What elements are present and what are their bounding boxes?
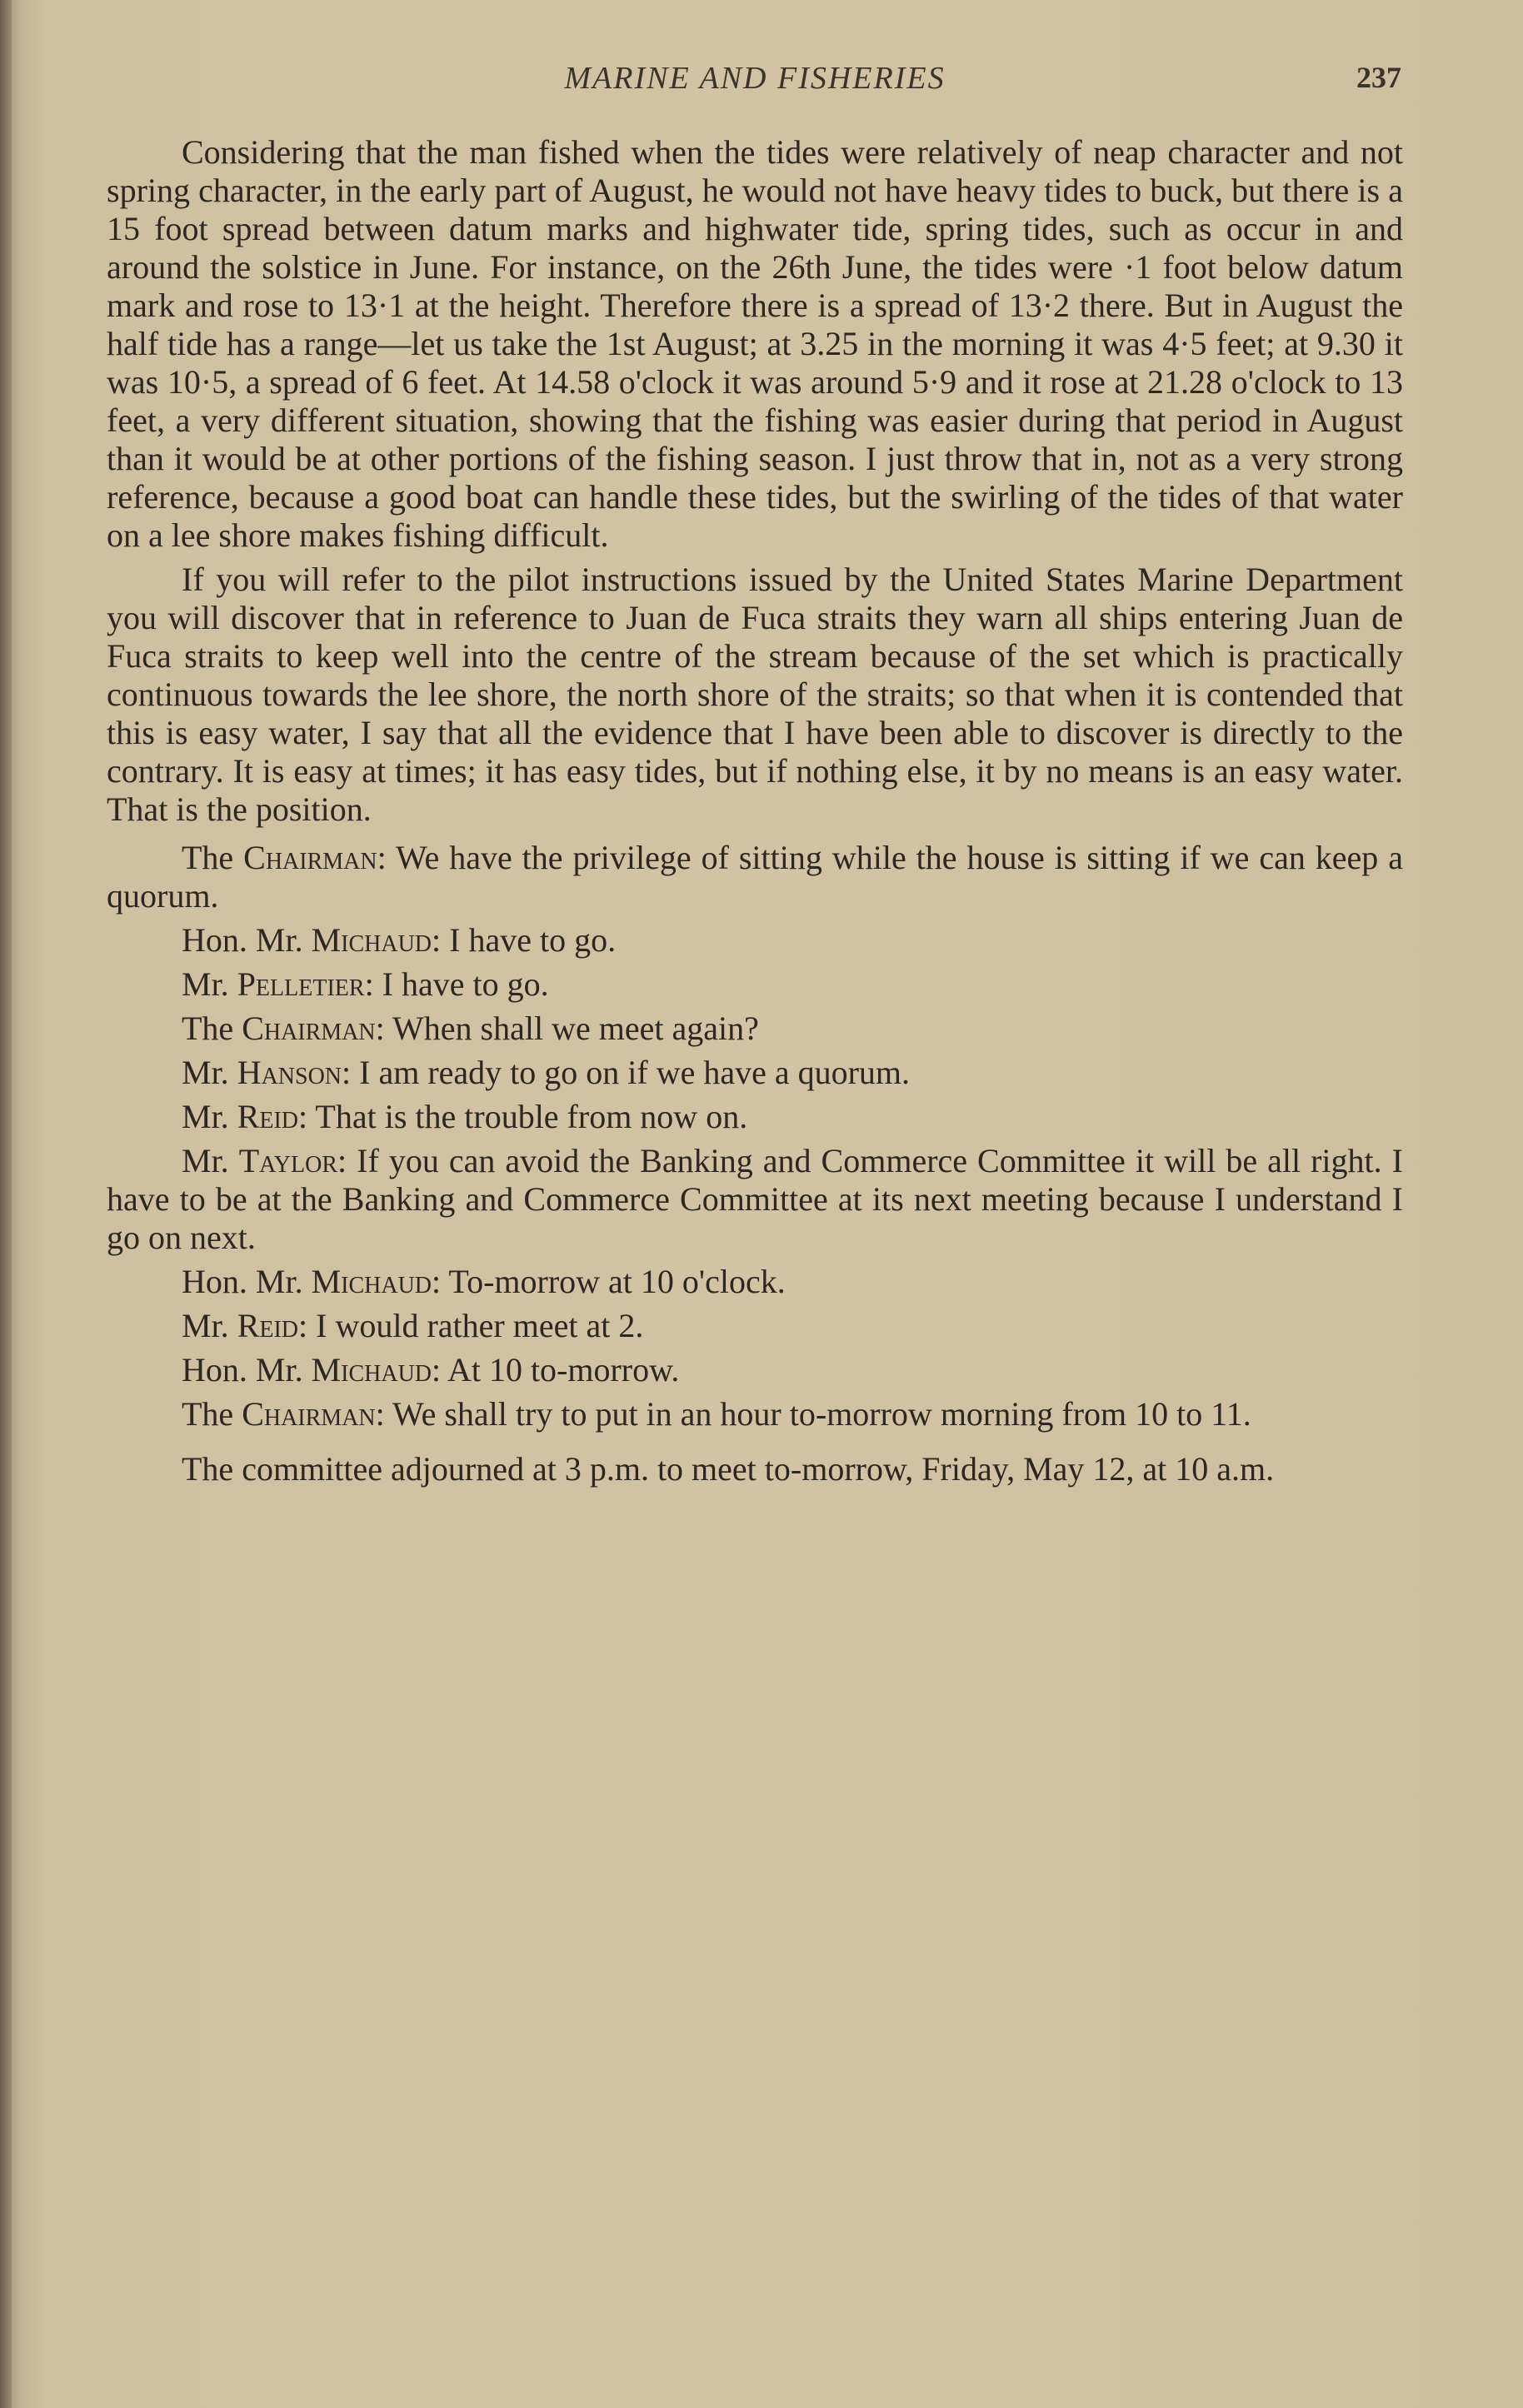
- dialogue-line: [107, 1054, 1403, 1092]
- speaker-prefix: Mr.: [182, 1307, 237, 1344]
- page-number: 237: [1356, 61, 1401, 94]
- speaker-name: Hanson: [237, 1054, 342, 1091]
- speaker-name: Chairman: [242, 1010, 376, 1047]
- speaker-prefix: Mr.: [182, 1054, 237, 1091]
- speaker-prefix: Mr.: [182, 965, 237, 1003]
- dialogue-line: [107, 965, 1403, 1004]
- speaker-prefix: The: [182, 1395, 242, 1433]
- dialogue-text: : To-morrow at 10 o'clock.: [432, 1263, 786, 1300]
- adjournment-note: The committee adjourned at 3 p.m. to meet to-morrow, Friday, May 12, at 10 a.m.: [182, 1450, 1275, 1488]
- dialogue-text: : We have the privilege of sitting while the house is sitting if we can keep a quorum.: [107, 839, 1403, 915]
- page-header: [108, 60, 1401, 110]
- dialogue-line: [107, 839, 1403, 915]
- speaker-name: Taylor: [238, 1142, 338, 1179]
- dialogue-line: [107, 1395, 1403, 1433]
- speaker-prefix: Mr.: [182, 1142, 239, 1179]
- speaker-name: Michaud: [311, 1263, 432, 1300]
- speaker-name: Chairman: [243, 839, 377, 876]
- paragraph-pilot-instructions: If you will refer to the pilot instructions issued by the United States Marine Department you will discover that in reference to Juan de Fuca straits they warn all ships entering Juan de Fuca straits to keep well into the centre of the stream because of the set which is practically continuous towards the lee shore, the north shore of the straits; so that when it is contended that this is easy water, I say that all the evidence that I have been able to discover is directly to the contrary. It is easy at times; it has easy tides, but if nothing else, it by no means is an easy water. That is the position.: [107, 561, 1403, 828]
- dialogue-text: : I am ready to go on if we have a quorum.: [342, 1054, 911, 1091]
- dialogue-line: [107, 1010, 1403, 1048]
- speaker-prefix: The: [182, 839, 244, 876]
- speaker-prefix: Hon. Mr.: [182, 1351, 312, 1388]
- dialogue-line: [107, 921, 1403, 960]
- speaker-prefix: Mr.: [182, 1098, 237, 1135]
- dialogue-text: : I would rather meet at 2.: [298, 1307, 644, 1344]
- speaker-name: Reid: [237, 1098, 299, 1135]
- dialogue-line: [107, 1142, 1403, 1257]
- dialogue-text: : That is the trouble from now on.: [298, 1098, 748, 1135]
- speaker-prefix: Hon. Mr.: [182, 1263, 312, 1300]
- speaker-name: Chairman: [242, 1395, 376, 1433]
- dialogue-line: [107, 1351, 1403, 1389]
- dialogue-text: : If you can avoid the Banking and Commerce Committee it will be all right. I have to be at the Banking and Commerce Committee at its next meeting because I understand I go on next.: [107, 1142, 1404, 1256]
- running-title: MARINE AND FISHERIES: [564, 61, 946, 96]
- paragraph-tides: Considering that the man fished when the tides were relatively of neap character and not spring character, in the early part of August, he would not have heavy tides to buck, but there is a 15 foot spread between datum marks and highwater tide, spring tides, such as occur in and around the solstice in June. For instance, on the 26th June, the tides were ·1 foot below datum mark and rose to 13·1 at the height. Therefore there is a spread of 13·2 there. But in August the half tide has a range—let us take the 1st August; at 3.25 in the morning it was 4·5 feet; at 9.30 it was 10·5, a spread of 6 feet. At 14.58 o'clock it was around 5·9 and it rose at 21.28 o'clock to 13 feet, a very different situation, showing that the fishing was easier during that period in August than it would be at other portions of the fishing season. I just throw that in, not as a very strong reference, because a good boat can handle these tides, but the swirling of the tides of that water on a lee shore makes fishing difficult.: [107, 133, 1403, 554]
- page-binding-edge: [0, 0, 12, 2408]
- speaker-name: Pelletier: [237, 965, 365, 1003]
- speaker-name: Michaud: [311, 1351, 432, 1388]
- speaker-name: Michaud: [311, 921, 432, 959]
- dialogue-line: [107, 1307, 1403, 1345]
- dialogue-text: : I have to go.: [364, 965, 549, 1003]
- dialogue-text: : At 10 to-morrow.: [432, 1351, 680, 1388]
- dialogue-text: : I have to go.: [432, 921, 617, 959]
- dialogue-text: : When shall we meet again?: [375, 1010, 759, 1047]
- dialogue-line: [107, 1263, 1403, 1301]
- speaker-prefix: Hon. Mr.: [182, 921, 312, 959]
- dialogue-line: [107, 1098, 1403, 1136]
- speaker-name: Reid: [237, 1307, 299, 1344]
- dialogue-text: : We shall try to put in an hour to-morrow morning from 10 to 11.: [375, 1395, 1251, 1433]
- speaker-prefix: The: [182, 1010, 242, 1047]
- page-body: [107, 133, 1403, 1494]
